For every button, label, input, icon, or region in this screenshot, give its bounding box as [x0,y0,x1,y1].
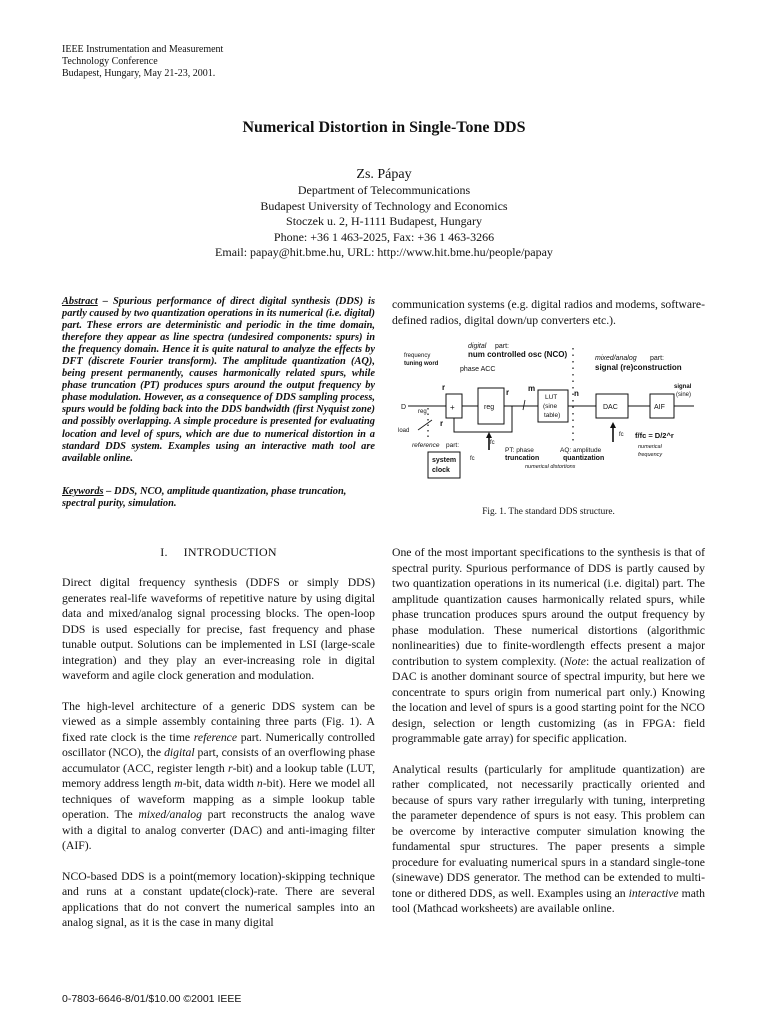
affiliation-block [0,183,768,261]
paper-title: Numerical Distortion in Single-Tone DDS [242,119,526,136]
ratio-label: f/fc = D/2^r [635,431,674,440]
system-clock-box [428,452,460,478]
part-word: part: [495,343,510,350]
m-symbol: m [528,384,536,393]
system-clock-label: system [432,457,457,464]
fc-label: fc [490,440,495,446]
tuning-label: tuning word [404,361,439,367]
reference-label: reference [412,442,440,449]
abstract [62,296,375,465]
nco-label: num controlled osc (NCO) [468,350,568,359]
conference-line: IEEE Instrumentation and Measurement [62,44,224,55]
lut-label: table) [544,412,561,419]
paragraph: NCO-based DDS is a point(memory location)-skipping technique and runs at a constant update(clock)-rate. There are several applications that do not convert the numerical samples into an analog signal, as it is the case in many digital [62,869,375,929]
author-name: Zs. Pápay [356,167,412,182]
n-symbol: n [574,389,579,398]
figure-caption: Fig. 1. The standard DDS structure. [482,507,615,517]
lut-label: LUT [545,394,558,401]
system-clock-label: clock [432,467,450,474]
aif-label: AIF [654,404,665,411]
affiliation-line: Phone: +36 1 463-2025, Fax: +36 1 463-3266 [273,229,495,244]
adder-plus: + [450,403,455,412]
pt-label: PT: phase [505,447,534,454]
keywords-label: Keywords [62,486,104,497]
dac-label: DAC [603,404,618,411]
reg-label: reg [484,404,495,411]
paragraph: The high-level architecture of a generic DDS system can be viewed as a simple assembly containing three parts (Fig. 1). A fixed rate clock is the time reference part. Numerically controlled oscillator (NCO), the digital part, consists of an overflowing phase accumulator (ACC, register length r-bit) and a lookup table (LUT, memory address length m-bit, data width n-bit). Here we model all techniques of waveform mapping as a simple lookup table operation. The mixed/analog part reconstructs the analog wave with a digital to analog converter (DAC) and anti-imaging filter (AIF). [62,699,376,852]
r-symbol: r [440,419,444,428]
pt-label: truncation [505,455,540,462]
fc-label: fc [619,432,624,438]
r-symbol: r [442,383,446,392]
conference-header [62,44,223,80]
clock-arrow [610,422,616,428]
digital-part-label: digital [468,343,487,350]
mixed-part-label: mixed/analog [595,355,637,362]
numerical-frequency-label: frequency [638,452,663,458]
r-symbol: r [506,388,510,397]
right-body [392,545,705,932]
truncation-tick [523,400,525,410]
tuning-label: frequency [404,353,431,359]
keywords-text: – DDS, NCO, amplitude quantization, phase truncation, spectral purity, simulation. [62,486,347,510]
phase-acc-label: phase ACC [460,366,496,373]
left-body [62,575,375,946]
right-intro-text: communication systems (e.g. digital radios and modems, software-defined radios, digital down/up converters etc.). [392,298,705,327]
affiliation-line: Budapest University of Technology and Economics [260,198,508,213]
aq-label: quantization [563,455,605,462]
numerical-frequency-label: numerical [638,444,662,450]
dds-block-diagram [392,338,712,488]
signal-label: signal [674,384,692,390]
paragraph: One of the most important specifications to the synthesis is that of spectral purity. Spurious performance of DDS is partly caused by two quantization operations in its numerical (i.e. digital) part. The amplitude quantization causes harmonically related spurs, while phase truncation produces spurs around the output frequency by phase modulation. These numerical distortions (algorithmic nonlinearities) due to finite-wordlength effects present a major contribution to system complexity. (Note: the actual realization of DAC is another dominant source of spectral impurity, but here we concentrate to spurs origin from numerical part only.) Knowing the location and level of spurs is a good starting point for the NCO design, selection or length customizing (as in FPGA: field programmable gate array) for specific application. [392,546,706,745]
aq-label: AQ: amplitude [560,447,602,454]
numerical-distortions-label: numerical distortions [525,464,576,470]
keywords [62,486,375,510]
copyright-footer: 0-7803-6646-8/01/$10.00 ©2001 IEEE [62,993,242,1005]
paragraph: Analytical results (particularly for amplitude quantization) are rather complicated, not necessarily practically oriented and because of spurs vary rather irregularly with tuning, interpreting the parameter dependence of spurs is not easy. This problem can be overcome by interactive computer simulation knowing the fundamental spur structures. The paper presents a simple procedure for evaluating numerical spurs in a standard single-tone (sinewave) DDS generator. The method can be extended to multi-tone or dithered DDS, as well. Examples using an interactive math tool (Mathcad worksheets) are available online. [392,762,705,915]
conference-line: Technology Conference [62,56,158,67]
abstract-label: Abstract [62,296,98,307]
signal-label: (sine) [676,392,692,398]
clock-arrow [486,432,492,438]
affiliation-line: Email: papay@hit.bme.hu, URL: http://www.hit.bme.hu/people/papay [215,245,553,259]
part-word: part: [650,355,665,362]
part-word: part: [446,442,460,449]
paragraph: Direct digital frequency synthesis (DDFS or simply DDS) generates real-life waveforms of repetitive nature by using digital data and mixed/analog signal processing blocks. The open-loop DDS is used especially for precise, fast frequency and phase tunable output. Solutions can be implemented in LSI (large-scale integration) and they play an ever-increasing role in digital waveform and agile clock generation and modulation. [62,576,375,682]
conference-line: Budapest, Hungary, May 21-23, 2001. [62,68,216,79]
reconstruction-label: signal (re)construction [595,363,682,372]
section-heading: I. INTRODUCTION [160,545,277,559]
lut-label: (sine [543,403,558,410]
abstract-text: – Spurious performance of direct digital synthesis (DDS) is partly caused by two quantization operations in its numerical (i.e. digital) part. These errors are deterministic and periodic in the time domain, therefore they appear as line spectra (undesired components: spurs) in the frequency domain. Hence it is quite natural to analyze the effects by DFT (discrete Fourier transform). The amplitude quantization (AQ), being present permanently, causes harmonically related spurs, while phase truncation (PT) produces spurs around the output frequency by phase modulation. However, as a consequence of DDS sampling process, spurs would be folding back into the DDS bandwidth (first Nyquist zone) and possibly overlapping. A simple procedure is presented for evaluating location and level of spurs, which are due to numerical distortion in a standard DDS system. Examples using an interactive math tool are available online. [62,296,375,464]
load-label: load [398,428,410,434]
signal-line [418,420,432,430]
feedback-line [454,406,512,432]
fc-label: fc [470,456,475,462]
affiliation-line: Department of Telecommunications [297,183,471,197]
reg-label: reg [418,409,427,415]
affiliation-line: Stoczek u. 2, H-1111 Budapest, Hungary [286,214,482,228]
d-symbol: D [401,404,407,411]
